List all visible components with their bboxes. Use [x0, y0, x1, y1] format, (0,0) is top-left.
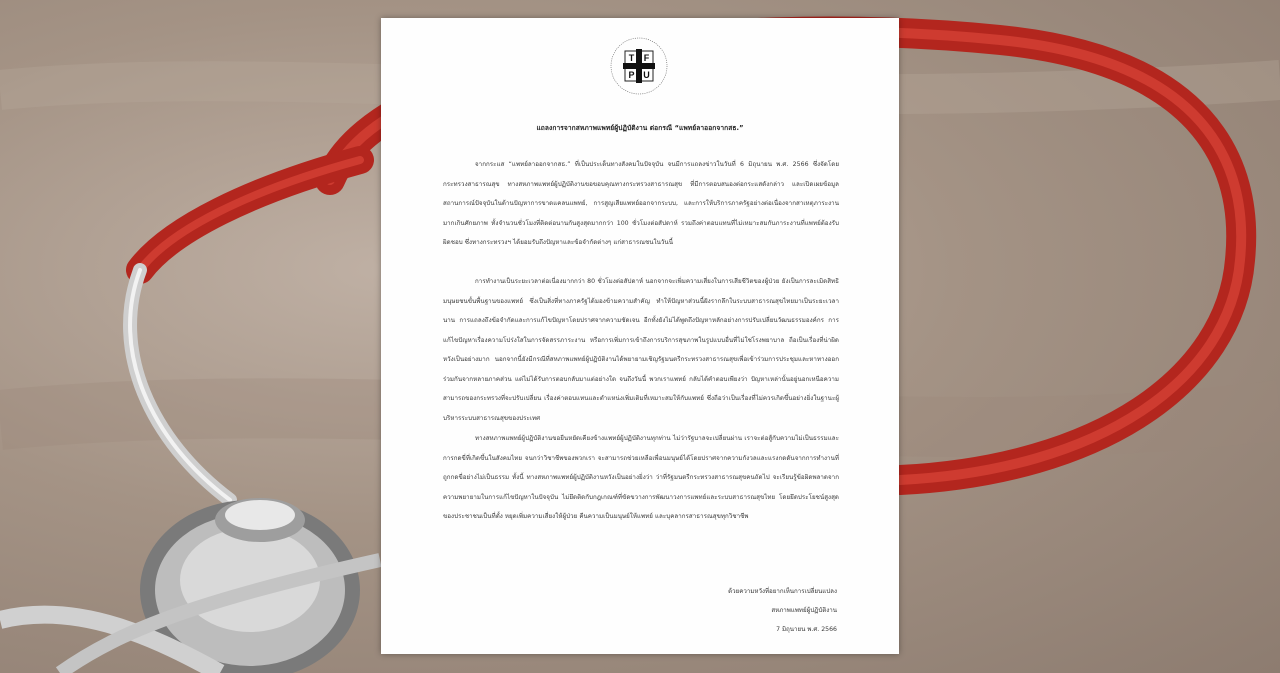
logo-letter-t: T: [628, 53, 635, 63]
logo-letter-p: P: [628, 70, 635, 80]
date-line: 7 มิถุนายน พ.ศ. 2566: [776, 626, 837, 633]
paragraph-1: จากกระแส “แพทย์ลาออกจากสธ.” ที่เป็นประเด็นทางสังคมในปัจจุบัน จนมีการแถลงข่าวในวันที่ 6 มิถุนายน พ.ศ. 2566 ซึ่งจัดโดยกระทรวงสาธารณสุข ทางสหภาพแพทย์ผู้ปฏิบัติงานขอขอบคุณทางกระทรวงสาธารณสุข ที่มีการตอบสนองต่อกระแสดังกล่าว และเปิดเผยข้อมูลสถานการณ์ปัจจุบันในด้านปัญหาการขาดแคลนแพทย์, การสูญเสียแพทย์ออกจากระบบ, และการให้บริการภาครัฐอย่างต่อเนื่องจากสาเหตุภาระงานมากเกินศักยภาพ ทั้งจำนวนชั่วโมงที่ติดต่อนานกันสูงสุดมากกว่า 100 ชั่วโมงต่อสัปดาห์ รวมถึงค่าตอบแทนที่ไม่เหมาะสมกับภาระงานที่แพทย์ต้องรับผิดชอบ ซึ่งทางกระทรวงฯ ได้ยอมรับถึงปัญหาและข้อจำกัดต่างๆ แก่สาธารณชนในวันนี้: [443, 161, 839, 246]
paragraph-3: ทางสหภาพแพทย์ผู้ปฏิบัติงานขอยืนหยัดเคียงข้างแพทย์ผู้ปฏิบัติงานทุกท่าน ไม่ว่ารัฐบาลจะเปลี่ยนผ่าน เราจะต่อสู้กับความไม่เป็นธรรมและการกดขี่ที่เกิดขึ้นในสังคมไทย จนกว่าวิชาชีพของพวกเรา จะสามารถช่วยเหลือเพื่อนมนุษย์ได้โดยปราศจากความกังวลและแรงกดดันจากการทำงานที่ถูกกดขี่อย่างไม่เป็นธรรม ทั้งนี้ ทางสหภาพแพทย์ผู้ปฏิบัติงานหวังเป็นอย่างยิ่งว่า ว่าที่รัฐมนตรีกระทรวงสาธารณสุขคนถัดไป จะเรียนรู้ข้อผิดพลาดจากความพยายามในการแก้ไขปัญหาในปัจจุบัน ไม่ยึดติดกับกฎเกณฑ์ที่ขัดขวางการพัฒนาวงการแพทย์และระบบสาธารณสุขไทย โดยยึดประโยชน์สูงสุดของประชาชนเป็นที่ตั้ง หยุดเพิ่มความเสี่ยงให้ผู้ป่วย คืนความเป็นมนุษย์ให้แพทย์ และบุคลากรสาธารณสุขทุกวิชาชีพ: [443, 435, 839, 520]
closing-line: ด้วยความหวังที่อยากเห็นการเปลี่ยนแปลง: [728, 588, 837, 595]
statement-document: [381, 18, 899, 654]
tfpu-logo: [609, 36, 669, 96]
logo-letter-f: F: [643, 53, 650, 63]
signature-line: สหภาพแพทย์ผู้ปฏิบัติงาน: [771, 607, 837, 614]
statement-title: แถลงการจากสหภาพแพทย์ผู้ปฏิบัติงาน ต่อกรณี “แพทย์ลาออกจากสธ.”: [536, 124, 744, 132]
paragraph-2: การทำงานเป็นระยะเวลาต่อเนื่องมากกว่า 80 ชั่วโมงต่อสัปดาห์ นอกจากจะเพิ่มความเสี่ยงในการเสียชีวิตของผู้ป่วย ยังเป็นการละเมิดสิทธิมนุษยชนขั้นพื้นฐานของแพทย์ ซึ่งเป็นสิ่งที่ทางภาครัฐได้มองข้ามความสำคัญ ทำให้ปัญหาส่วนนี้ฝังรากลึกในระบบสาธารณสุขไทยมาเป็นระยะเวลานาน การแถลงถึงข้อจำกัดและการแก้ไขปัญหาโดยปราศจากความชัดเจน อีกทั้งยังไม่ได้พูดถึงปัญหาหลักอย่างการปรับเปลี่ยนวัฒนธรรมองค์กร การแก้ไขปัญหาเรื่องความโปร่งใสในการจัดสรรภาระงาน หรือการเพิ่มการเข้าถึงการบริการสุขภาพในรูปแบบอื่นที่ไม่ใช่โรงพยาบาล ถือเป็นเรื่องที่น่าผิดหวังเป็นอย่างมาก นอกจากนี้ยังมีกรณีที่สหภาพแพทย์ผู้ปฏิบัติงานได้พยายามเชิญรัฐมนตรีกระทรวงสาธารณสุขเพื่อเข้าร่วมการประชุมและหาทางออกร่วมกันจากหลายภาคส่วน แต่ไม่ได้รับการตอบกลับมาแต่อย่างใด จนถึงวันนี้ พวกเราแพทย์ กลับได้คำตอบเพียงว่า ปัญหาเหล่านั้นอยู่นอกเหนือความสามารถของกระทรวงที่จะปรับเปลี่ยน เรื่องค่าตอบแทนและตำแหน่งเพิ่มเติมที่เหมาะสมให้กับแพทย์ ซึ่งถือว่าเป็นเรื่องที่ไม่ควรเกิดขึ้นอย่างยิ่งในฐานะผู้บริหารระบบสาธารณสุขของประเทศ: [443, 278, 839, 422]
logo-letter-u: U: [643, 70, 650, 80]
